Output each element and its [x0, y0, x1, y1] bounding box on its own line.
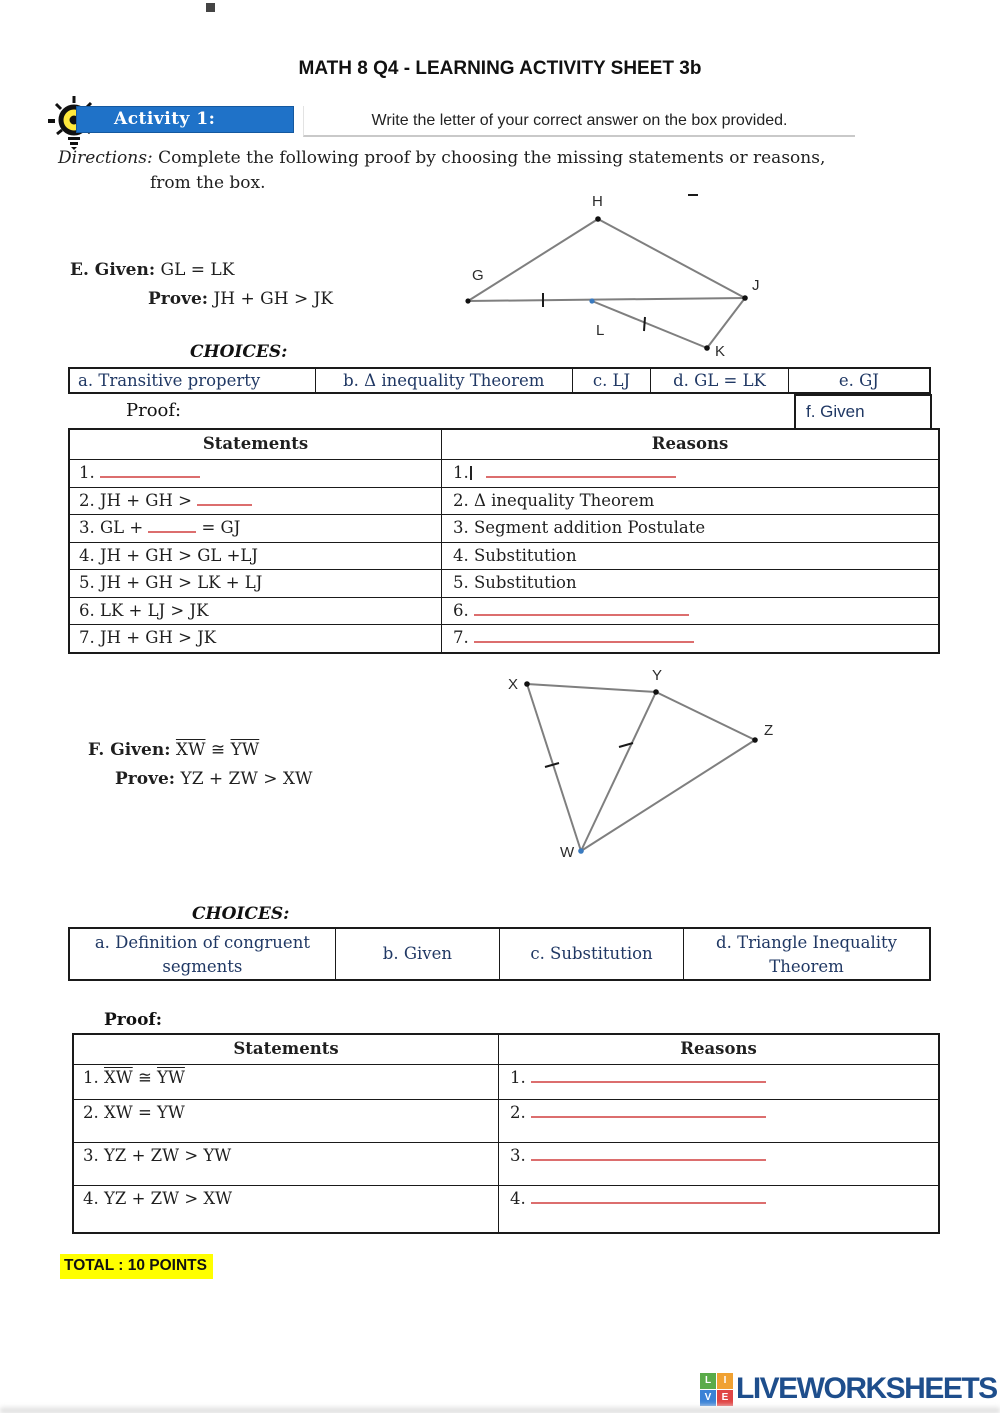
table-row: 4. YZ + ZW > XW 4. — [74, 1185, 938, 1232]
table-row: 5. JH + GH > LK + LJ 5. Substitution — [70, 569, 938, 597]
choice-e-a: a. Transitive property — [70, 369, 316, 392]
answer-blank[interactable] — [148, 520, 196, 533]
figure-ghjkl — [430, 188, 800, 370]
prove-value-e: JH + GH > JK — [213, 289, 334, 309]
figure-xyzw — [488, 663, 818, 863]
point-label-j: J — [752, 277, 760, 294]
choices-table-e — [68, 367, 931, 394]
answer-blank[interactable] — [531, 1070, 766, 1083]
choice-f-c: c. Substitution — [500, 929, 684, 979]
table-row: 4. JH + GH > GL +LJ 4. Substitution — [70, 542, 938, 570]
table-row: 7. JH + GH > JK 7. — [70, 624, 938, 652]
table-row: 3. YZ + ZW > YW 3. — [74, 1142, 938, 1185]
table-row: 2. XW = YW 2. — [74, 1099, 938, 1142]
choices-table-f — [68, 927, 931, 981]
choice-e-d: d. GL = LK — [651, 369, 788, 392]
answer-blank[interactable] — [531, 1191, 766, 1204]
table-row: 3. GL + = GJ 3. Segment addition Postulate — [70, 514, 938, 542]
given-value-e: GL = LK — [160, 260, 235, 280]
table-row: 1. $\overline{XW}$ ≅ $\overline{YW}$ 1. — [74, 1064, 938, 1099]
problem-f-given-prove — [88, 740, 312, 789]
given-seg2-f: $\overline{YW}$ — [230, 740, 260, 760]
choice-e-f: f. Given — [794, 394, 932, 430]
point-label-h: H — [592, 193, 603, 210]
point-label-z: Z — [764, 722, 774, 739]
point-label-y: Y — [652, 667, 663, 684]
logo-text: LIVEWORKSHEETS — [736, 1372, 997, 1405]
given-rel-f: ≅ — [210, 740, 226, 760]
statements-header: Statements — [70, 430, 442, 459]
table-header-row — [74, 1035, 938, 1064]
choice-f-d: d. Triangle Inequality Theorem — [716, 933, 897, 976]
statements-header: Statements — [74, 1035, 499, 1064]
proof-label-f: Proof: — [104, 1010, 163, 1030]
choice-f-b: b. Given — [336, 929, 500, 979]
activity-header: Activity 1: — [76, 106, 294, 133]
choice-f-a: a. Definition of congruent segments — [70, 929, 336, 979]
problem-e-given-prove — [70, 260, 333, 309]
prove-label-f: Prove: — [115, 769, 176, 789]
proof-label-e: Proof: — [126, 400, 182, 421]
point-label-k: K — [715, 343, 726, 360]
proof-table-f — [72, 1033, 940, 1234]
prove-label-e: Prove: — [148, 289, 209, 309]
directions-line1: Directions: Complete the following proof by choosing the missing statements or reasons, — [58, 148, 826, 168]
given-seg1-f: $\overline{XW}$ — [175, 740, 206, 760]
choice-e-b: b. Δ inequality Theorem — [316, 369, 573, 392]
point-label-l: L — [596, 322, 605, 339]
cursor-artifact — [470, 466, 472, 480]
reasons-header: Reasons — [680, 1039, 757, 1058]
choice-e-c: c. LJ — [573, 369, 652, 392]
choices-label-f: CHOICES: — [192, 904, 290, 924]
point-label-g: G — [472, 267, 484, 284]
given-label-f: F. Given: — [88, 740, 171, 760]
choices-label-e: CHOICES: — [190, 342, 288, 362]
given-label-e: E. Given: — [70, 260, 156, 280]
directions-label: Directions: — [58, 148, 153, 168]
answer-blank[interactable] — [531, 1105, 766, 1118]
table-header-row — [70, 430, 938, 459]
directions-line2: from the box. — [150, 173, 266, 193]
page-edge-shadow — [0, 1405, 1000, 1413]
answer-blank[interactable] — [531, 1148, 766, 1161]
proof-table-e — [68, 428, 940, 654]
reasons-header: Reasons — [651, 434, 729, 453]
point-label-w: W — [560, 844, 575, 861]
page-title: MATH 8 Q4 - LEARNING ACTIVITY SHEET 3b — [298, 58, 702, 79]
liveworksheets-logo — [700, 1372, 997, 1406]
answer-blank[interactable] — [486, 465, 676, 478]
choice-e-e: e. GJ — [838, 371, 879, 390]
table-row: 6. LK + LJ > JK 6. — [70, 597, 938, 625]
instruction-text: Write the letter of your correct answer on the box provided. — [303, 106, 855, 137]
logo-squares-icon: L I V E — [700, 1373, 733, 1406]
answer-blank[interactable] — [197, 493, 252, 506]
answer-blank[interactable] — [100, 465, 200, 478]
table-row: 2. JH + GH > 2. Δ inequality Theorem — [70, 487, 938, 515]
answer-blank[interactable] — [474, 603, 689, 616]
total-points-badge: TOTAL : 10 POINTS — [60, 1254, 213, 1279]
prove-value-f: YZ + ZW > XW — [180, 769, 313, 789]
scan-artifact — [206, 3, 215, 12]
point-label-x: X — [508, 676, 519, 693]
table-row: 1. 1. — [70, 459, 938, 487]
answer-blank[interactable] — [474, 630, 694, 643]
